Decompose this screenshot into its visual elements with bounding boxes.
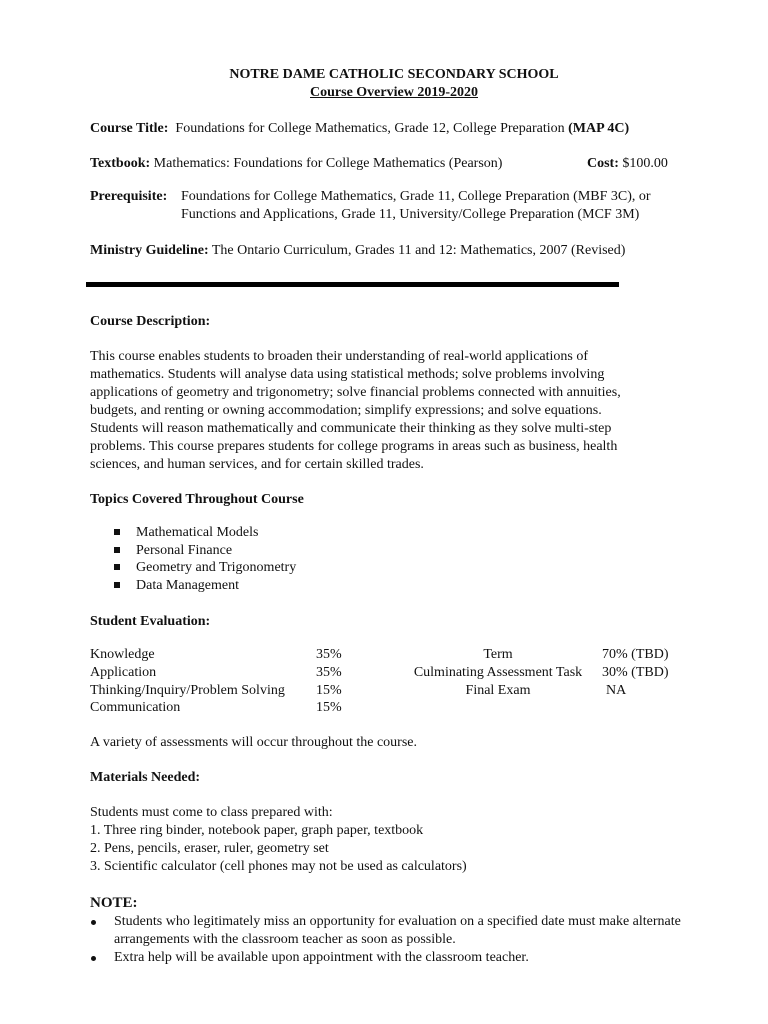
- list-item: 3. Scientific calculator (cell phones may not be used as calculators): [90, 859, 467, 874]
- textbook-row: [90, 155, 502, 173]
- course-code: (MAP 4C): [568, 121, 630, 136]
- course-title-label: Course Title:: [90, 121, 169, 136]
- description-text: This course enables students to broaden their understanding of real-world applications of mathematics. Students will analyse data using statistical methods; solve problems involving applications of geometry and trigonometry; solve financial problems connected with annuities, budgets, and renting or owning accommodation; simplify expressions; and solve equations. Students will reason mathematically and communicate their thinking as they solve multi-step problems. This course prepares students for college programs in areas such as business, health sciences, and human services, and for certain skilled trades.: [90, 349, 621, 472]
- table-row: Knowledge 35% Term 70% (TBD): [90, 647, 669, 662]
- course-title-row: [90, 120, 629, 138]
- table-row: Application 35% Culminating Assessment Task 30% (TBD): [90, 665, 669, 680]
- cost-row: [587, 155, 668, 173]
- dot-bullet-icon: [91, 956, 96, 961]
- cost-label: Cost:: [587, 156, 619, 171]
- square-bullet-icon: [114, 529, 120, 535]
- topics-list: [90, 524, 296, 595]
- textbook-value: Mathematics: Foundations for College Mathematics (Pearson): [153, 156, 503, 171]
- dot-bullet-icon: [91, 920, 96, 925]
- square-bullet-icon: [114, 582, 120, 588]
- table-row: Communication 15%: [90, 700, 342, 715]
- course-title-value: Foundations for College Mathematics, Grade 12, College Preparation: [175, 121, 565, 136]
- prerequisite-label: Prerequisite:: [90, 189, 168, 204]
- list-item: Mathematical Models: [90, 524, 296, 542]
- materials-intro: Students must come to class prepared with:: [90, 805, 333, 820]
- note-heading: NOTE:: [90, 895, 138, 911]
- prerequisite-line-1: Foundations for College Mathematics, Grade 11, College Preparation (MBF 3C), or: [181, 189, 651, 204]
- list-item: Geometry and Trigonometry: [90, 559, 296, 577]
- description-heading: Course Description:: [90, 314, 211, 329]
- list-item: 1. Three ring binder, notebook paper, graph paper, textbook: [90, 823, 424, 838]
- materials-list: [90, 822, 467, 876]
- prerequisite-line-2: Functions and Applications, Grade 11, University/College Preparation (MCF 3M): [181, 207, 640, 222]
- cost-value: $100.00: [622, 156, 668, 171]
- square-bullet-icon: [114, 547, 120, 553]
- list-item: 2. Pens, pencils, eraser, ruler, geometry set: [90, 841, 329, 856]
- evaluation-note: A variety of assessments will occur throughout the course.: [90, 735, 417, 750]
- list-item: Students who legitimately miss an opportunity for evaluation on a specified date must make alternate arrangements with the classroom teacher as soon as possible.: [90, 913, 690, 949]
- evaluation-heading: Student Evaluation:: [90, 614, 211, 629]
- list-item: Extra help will be available upon appointment with the classroom teacher.: [90, 949, 690, 967]
- topics-heading: Topics Covered Throughout Course: [90, 492, 304, 507]
- section-divider: [86, 282, 619, 287]
- list-item: Personal Finance: [90, 542, 296, 560]
- ministry-value: The Ontario Curriculum, Grades 11 and 12: Mathematics, 2007 (Revised): [211, 243, 626, 258]
- course-overview-title: Course Overview 2019-2020: [310, 85, 478, 100]
- ministry-label: Ministry Guideline:: [90, 243, 209, 258]
- square-bullet-icon: [114, 564, 120, 570]
- school-name: NOTRE DAME CATHOLIC SECONDARY SCHOOL: [229, 67, 559, 82]
- list-item: Data Management: [90, 577, 296, 595]
- table-row: Thinking/Inquiry/Problem Solving 15% Final Exam NA: [90, 683, 627, 698]
- textbook-label: Textbook:: [90, 156, 151, 171]
- ministry-row: [90, 242, 625, 260]
- note-list: [90, 913, 690, 967]
- materials-heading: Materials Needed:: [90, 770, 201, 785]
